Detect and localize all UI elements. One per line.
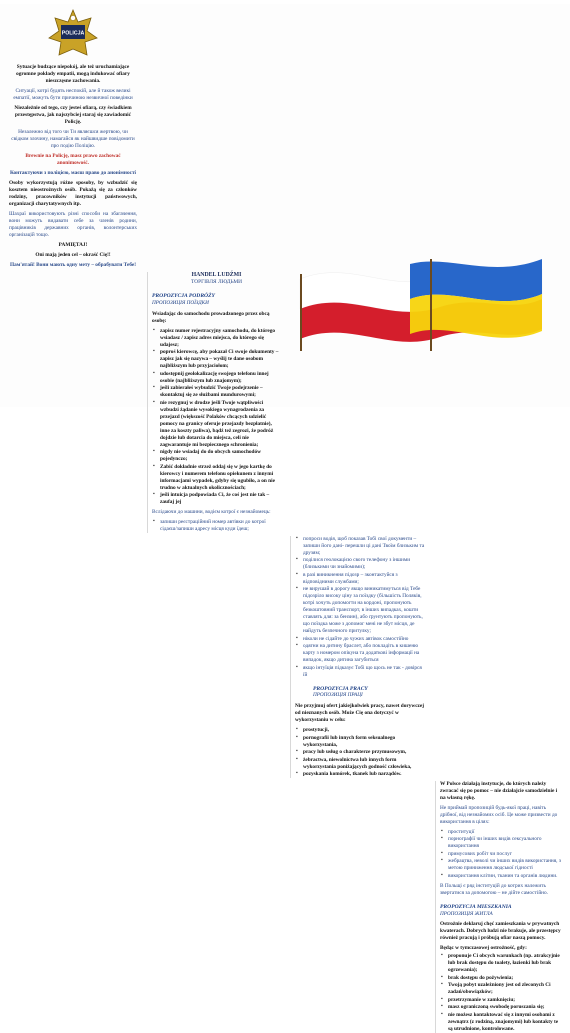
housing-heading-ua: ПРОПОЗИЦІЯ ЖИТЛА — [440, 910, 493, 917]
list-item: ▪ одягни на дитину браслет, або покладіть в кишеню карту з номером опікуна та додаткові інформації на випадок, якщо дитина загубиться — [295, 643, 426, 664]
work-heading-pl: PROPOZYCJA PRACY — [313, 685, 368, 692]
badge — [9, 8, 137, 58]
anonymity-ua: Контактуючи з поліцією, маєш право до анонімності — [9, 169, 137, 176]
remember-ua: Пам'ятай! Вони мають одну мету – обрабувати Тебе! — [9, 261, 137, 268]
institutions-pl: W Polsce działają instytucje, do których należy zwracać się po pomoc – nie działajcie samodzielnie i na własną rękę. — [440, 781, 558, 802]
police-badge-icon — [47, 8, 99, 58]
list-item: ▪ brak dostępu do pożywienia; — [440, 975, 561, 982]
travel-list-ua — [152, 519, 281, 533]
flag-pole-1 — [430, 259, 432, 351]
flag-pole-2 — [300, 274, 302, 351]
list-item: ▪ prostytucji, — [295, 727, 426, 734]
para2-pl: Niezależnie od tego, czy jesteś ofiarą, czy świadkiem przestępstwa, jak najszybciej staraj się zawiadomić Policję. — [14, 104, 132, 125]
list-item: ▪ poproś kierowcę, aby pokazał Ci swoje dokumenty – zapisz jak się nazywa – wyślij te dane osobom najbliższym lub przyjaciołom; — [152, 349, 281, 370]
ukraine-flag-blue — [410, 259, 542, 301]
list-item: ▪ використання клітин, тканин та органів людини. — [440, 873, 561, 880]
work-heading-ua: ПРОПОЗИЦІЯ ПРАЦІ — [313, 692, 363, 699]
travel-lead: Wsiadając do samochodu prowadzonego przez obcą osobę: — [152, 310, 270, 324]
list-item: ▪ жебрацтва, неволі чи інших видів використання, з метою приниження людської гідності — [440, 858, 561, 872]
work-list-ua — [440, 829, 561, 880]
list-item: ▪ запиши реєстраційний номер автівки до котрої сідаєш/запиши адресу місця куди їдеш; — [152, 519, 281, 533]
travel-heading-pl: PROPOZYCJA PODRÓŻY — [152, 293, 215, 300]
list-item: ▪ pozyskania komórek, tkanek lub narządów. — [295, 771, 426, 778]
list-item: ▪ proponuje Ci obcych warunkach (np. atrakcyjnie lub brak dostępu do toalety, łazienki lub brak ogrzewania); — [440, 953, 561, 974]
list-item: ▪ порнографії чи інших видів сексуального використання — [440, 836, 561, 850]
list-item: ▪ проституції — [440, 829, 561, 836]
institutions-ua: В Польщі є ряд інституцій до котрих належить звертатися за допомогою – не дійте самостійно. — [440, 882, 548, 896]
list-item: ▪ przetrzymanie w zamknięciu; — [440, 997, 561, 1004]
list-item: ▪ поділися геолокацією свого телефону з іншими (близькими чи знайомими); — [295, 557, 426, 571]
badge-label: POLICJA — [61, 30, 85, 37]
intro-ua: Ситуації, котрі будять неспокій, але й також великі емпатії, можуть бути причиною незвичної поведінки — [13, 87, 133, 101]
polish-flag-white — [300, 269, 542, 312]
housing-lead: Ostrożnie deklaruj chęć zamieszkania w prywatnych kwaterach. Dobrych ludzi nie brakuje, ale przestępcy również pracują i próbują ofiar naszą pomocy. — [440, 921, 561, 942]
list-item: ▪ не вирушай в дорогу якщо виникатимуться від Тебе підозріло високу ціну за поїздку (більшість Поляків, котрі хочуть допомогти на кордоні, пропонують безкоштовний транспорт, в інших випадках, кошти ставлять для: за бензин), або ґрунтують пропонують, що поїздка може з допомог мені не збут місця, де найдуть безпечного притулку; — [295, 586, 426, 635]
column-4 — [435, 781, 565, 1033]
work-list — [295, 727, 426, 778]
section-title-pl: HANDEL LUDŹMI — [191, 271, 242, 278]
work-lead: Nie przyjmuj ofert jakiejkolwiek pracy, nawet dorywczej od nieznanych osób. Może Cię ona dotyczyć w wykorzystaniu w celu: — [295, 703, 425, 724]
list-item: ▪ примусових робіт чи послуг — [440, 851, 561, 858]
section-title-ua: ТОРГІВЛЯ ЛЮДЬМИ — [190, 279, 243, 286]
column-3 — [290, 536, 430, 778]
list-item: ▪ nigdy nie wsiadaj do do obcych samochodów pojedynczo; — [152, 449, 281, 463]
intro-pl: Sytuacje budzące niepokój, ale też uruchamiające ogromne pokłady empatii, mogą indukować ofiary nieszczęsne zachowania. — [16, 64, 130, 84]
list-item: ▪ zapisz numer rejestracyjny samochodu, do którego wsiadasz / zapisz adres miejsca, do którego się udajesz; — [152, 328, 281, 349]
ukraine-flag-yellow — [410, 294, 542, 338]
list-item: ▪ nie rezygnuj w drodze jeśli Twoje wątpliwości wzbudzi żądanie wysokiego wynagrodzenia za przejazd (większość Polaków chcących udzielić pomocy na granicy oferuje przejazdy bezpłatnie), inne za koszty paliwa), bądź też zegrozi, że podróż dojdzie lub dotarcia do miejsca, celi nie zagwarantuje mi bezpiecznego schronienia; — [152, 400, 281, 449]
travel-list-ua-cont — [295, 536, 426, 679]
list-item: ▪ попроси водія, щоб показав Тобі свої документи – запиши його дані- перешли ці дані Твоїм близьким та друзям; — [295, 536, 426, 557]
travel-heading-ua: ПРОПОЗИЦІЯ ПОЇЗДКИ — [152, 300, 209, 307]
list-item: ▪ pracy lub usług o charakterze przymusowym, — [295, 749, 426, 756]
para3-ua: Шахраї використовують різні способи на збагачення, вони можуть видавати себе за членів родини, працівників державних органів, волонтерських організацій тощо. — [9, 210, 137, 238]
list-item: ▪ jeśli zabierałeś wybudzić Twoje podejrzenie – skontaktuj się ze służbami mundurowymi; — [152, 385, 281, 399]
column-1 — [5, 8, 141, 269]
housing-list — [440, 953, 561, 1032]
list-item: ▪ pornografii lub innych form seksualnego wykorzystania, — [295, 735, 426, 749]
list-item: ▪ masz ograniczoną swobodę poruszania się; — [440, 1004, 561, 1011]
list-item: ▪ Twoją pobyt uzależniony jest od zleconych Ci zadań/obowiązków; — [440, 982, 561, 996]
work-intro-ua: Не приймай пропозицій будь-якої праці, навіть дрібної, від незнайомих осіб. Це може призвести до використання в цілях: — [440, 805, 558, 825]
travel-lead-ua: Вслідаючи до машини, водієм котрої є незнайомець: — [152, 509, 271, 516]
list-item: ▪ ніколи не сідайте до чужих автівок самостійно — [295, 636, 426, 643]
anonymity-pl: Brewnie na Policję, masz prawo zachować anonimowość. — [25, 152, 121, 166]
flag-graphic — [280, 259, 542, 351]
remember-pl: Oni mają jeden cel – okraść Cię!! — [35, 251, 111, 258]
list-item: ▪ jeśli intuicja podpowiada Ci, że coś jest nie tak – zaufaj jej — [152, 492, 281, 506]
travel-list-pl — [152, 328, 281, 506]
polish-flag-red — [300, 299, 542, 342]
list-item: ▪ Zabić dokładnie strzeż oddaj się w jego kartkę do kierowcy i numerem telefonu opiekunem z innymi informacjami wypadek, gdyby się ugubiło, a on nie trudno w aktualnych okolicznościach; — [152, 464, 281, 492]
column-2 — [147, 272, 285, 533]
remember-title: PAMIĘTAJ! — [58, 241, 88, 248]
para3-pl: Osoby wykorzystują różne sposoby, by wzbudzić się kosztem nieostrożnych osób. Pokażą się za członków rodziny, pracowników instytucji państwowych, organizacji charytatywnych itp. — [9, 179, 137, 207]
list-item: ▪ в разі виникнення підозр – зконтактуйся з відповідними службами; — [295, 572, 426, 586]
list-item: ▪ udostępnij geolokalizację swojego telefonu innej osobie (najbliższym lub znajomym); — [152, 371, 281, 385]
leaflet-page — [0, 4, 570, 1032]
housing-sub: Będąc w tymczasowej ostrożność, gdy: — [440, 945, 527, 952]
list-item: ▪ żebractwa, niewolnictwa lub innych form wykorzystania poniżających godność człowieka, — [295, 757, 426, 771]
list-item: ▪ nie możesz kontaktować się z innymi osobami z zewnątrz (z rodziną, znajomymi) lub kontakty te są utrudnione, kontrolowane. — [440, 1012, 561, 1033]
para2-ua: Незалежно від того чи Ти являєшся жертвою, чи свідком злочину, намагайся як найшвидше повідомити про подію Поліцію. — [11, 128, 135, 149]
list-item: ▪ якщо інтуїція підказує Тобі що щось не так - довірся їй — [295, 665, 426, 679]
housing-heading-pl: PROPOZYCJA MIESZKANIA — [440, 903, 512, 910]
